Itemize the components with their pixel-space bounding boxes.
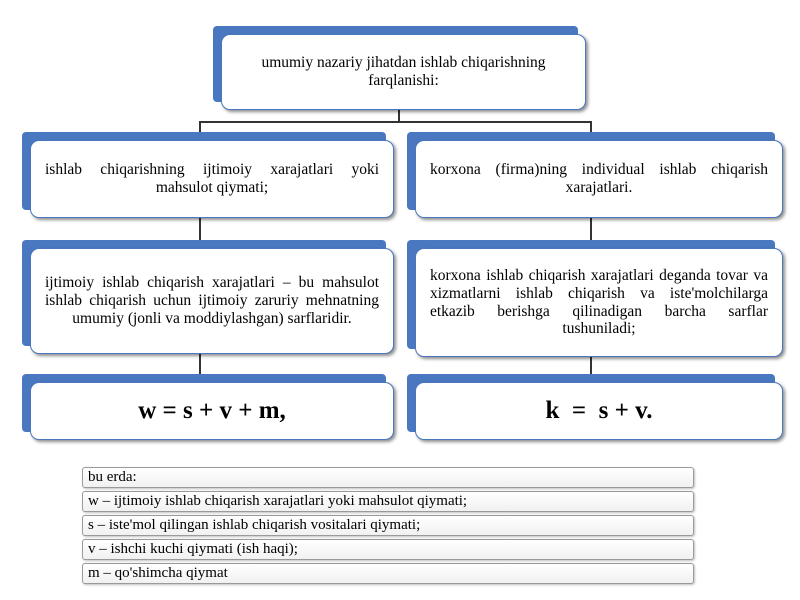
legend-row-m: m – qo'shimcha qiymat <box>82 563 694 584</box>
top-node <box>213 26 586 110</box>
right-level1-text: korxona (firma)ning individual ishlab chiqarish xarajatlari. <box>415 140 783 218</box>
right-formula-text: k = s + v. <box>415 382 783 440</box>
legend <box>82 467 694 587</box>
left-level1-node <box>22 132 394 218</box>
legend-row-v: v – ishchi kuchi qiymati (ish haqi); <box>82 539 694 560</box>
legend-row-s: s – iste'mol qilingan ishlab chiqarish vositalari qiymati; <box>82 515 694 536</box>
left-formula-node <box>22 374 394 440</box>
legend-row-w: w – ijtimoiy ishlab chiqarish xarajatlari yoki mahsulot qiymati; <box>82 491 694 512</box>
connector-right-2-3 <box>590 357 592 374</box>
legend-row-intro: bu erda: <box>82 467 694 488</box>
left-formula-text: w = s + v + m, <box>30 382 394 440</box>
right-level1-node <box>407 132 783 218</box>
right-level2-node <box>407 240 783 357</box>
left-level1-text: ishlab chiqarishning ijtimoiy xarajatlari yoki mahsulot qiymati; <box>30 140 394 218</box>
connector-right-1-2 <box>590 218 592 240</box>
top-node-text: umumiy nazariy jihatdan ishlab chiqarishning farqlanishi: <box>221 34 586 110</box>
left-level2-text: ijtimoiy ishlab chiqarish xarajatlari – bu mahsulot ishlab chiqarish uchun ijtimoiy zaruriy mehnatning umumiy (jonli va moddiylashgan) sarflaridir. <box>30 248 394 354</box>
connector-left-1-2 <box>199 218 201 240</box>
connector-horizontal <box>199 121 592 123</box>
right-level2-text: korxona ishlab chiqarish xarajatlari deganda tovar va xizmatlarni ishlab chiqarish va iste'molchilarga etkazib berishga qilinadigan barcha sarflar tushuniladi; <box>415 248 783 357</box>
left-level2-node <box>22 240 394 354</box>
connector-left-2-3 <box>199 354 201 374</box>
right-formula-node <box>407 374 783 440</box>
